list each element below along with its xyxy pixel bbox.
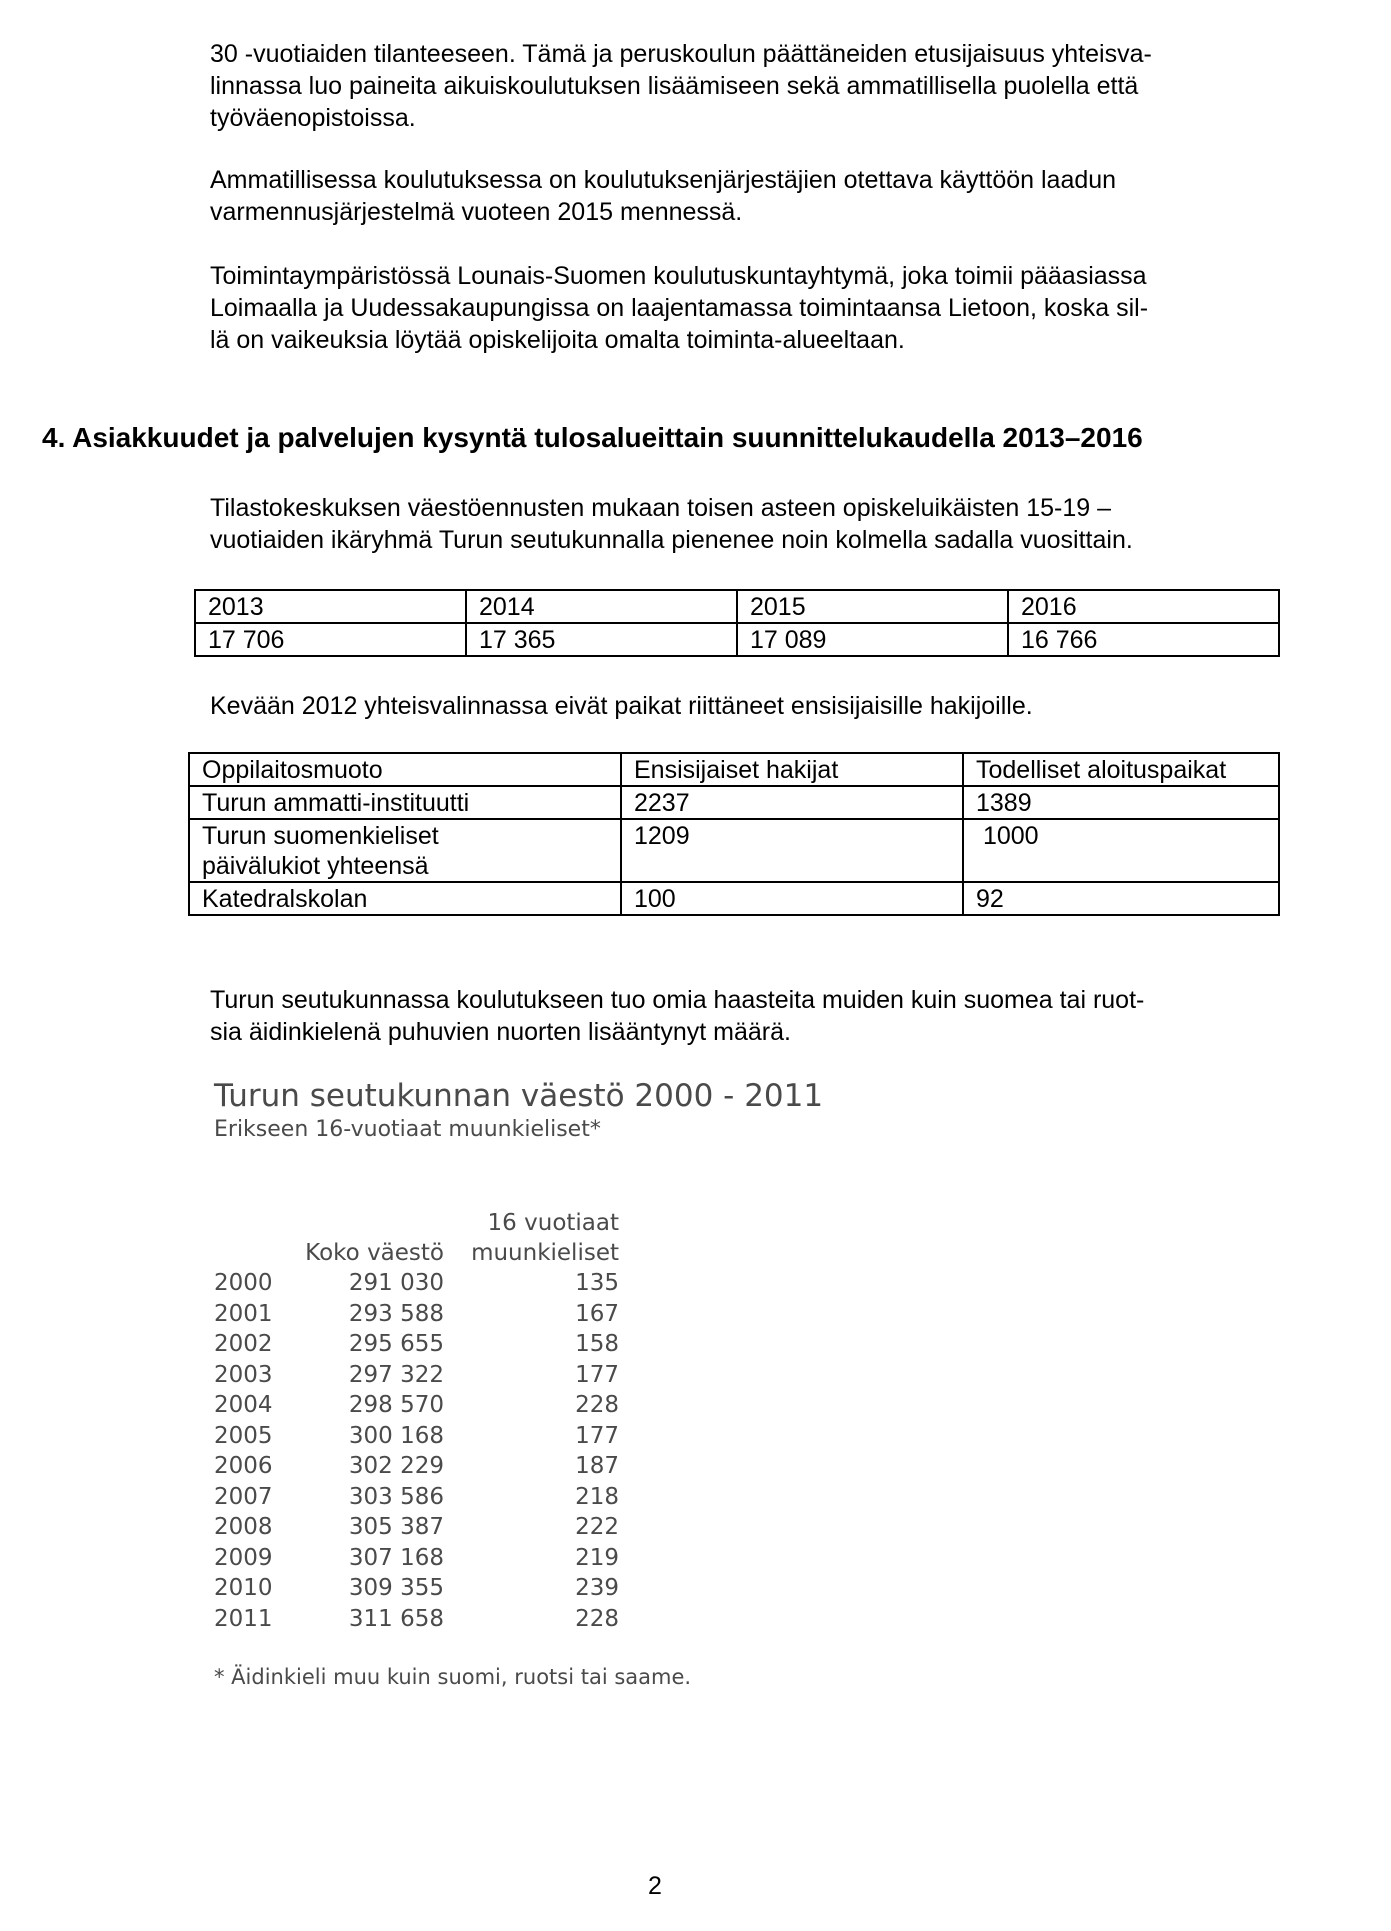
school-cell-line: päivälukiot yhteensä — [202, 852, 429, 880]
table-row — [214, 1329, 619, 1360]
figure-title: Turun seutukunnan väestö 2000 - 2011 — [214, 1078, 824, 1114]
total-population-cell: 298 570 — [348, 1392, 444, 1418]
population-table — [214, 1208, 619, 1634]
figure-footnote: * Äidinkieli muu kuin suomi, ruotsi tai saame. — [214, 1665, 692, 1689]
total-population-cell: 297 322 — [348, 1361, 444, 1388]
intro-paragraph-2 — [210, 164, 1270, 228]
places-cell: 92 — [963, 882, 1279, 915]
foreign-language-cell: 228 — [575, 1605, 619, 1632]
table-row — [214, 1451, 619, 1482]
table-row — [214, 1512, 619, 1543]
foreign-language-cell: 218 — [575, 1483, 619, 1510]
total-population-cell: 303 586 — [348, 1483, 444, 1510]
total-population-cell: 311 658 — [348, 1605, 444, 1632]
text-line: varmennusjärjestelmä vuoteen 2015 mennessä. — [210, 198, 743, 226]
foreign-language-header — [444, 1208, 619, 1268]
year-cell: 2001 — [214, 1300, 273, 1327]
text-line: Turun seutukunnassa koulutukseen tuo omia haasteita muiden kuin suomea tai ruot- — [210, 986, 1145, 1014]
table-row — [214, 1390, 619, 1421]
text-line: Kevään 2012 yhteisvalinnassa eivät paikat riittäneet ensisijaisille hakijoille. — [210, 692, 1033, 720]
school-cell — [189, 819, 621, 882]
table-row — [195, 623, 1279, 656]
text-line: linnassa luo paineita aikuiskoulutuksen lisäämiseen sekä ammatillisella puolella että — [210, 72, 1139, 100]
table-row — [214, 1421, 619, 1452]
school-cell-line: Turun suomenkieliset — [202, 822, 439, 850]
total-population-cell: 309 355 — [348, 1575, 444, 1601]
year-cell: 2014 — [466, 590, 737, 623]
applicants-cell: 100 — [621, 882, 963, 915]
figure-subtitle: Erikseen 16-vuotiaat muunkieliset* — [214, 1117, 601, 1142]
year-cell: 2009 — [214, 1544, 273, 1571]
foreign-language-cell: 219 — [575, 1544, 619, 1571]
text-line: Toimintaympäristössä Lounais-Suomen koulutuskuntayhtymä, joka toimii pääasiassa — [210, 262, 1147, 290]
text-line: Loimaalla ja Uudessakaupungissa on laajentamassa toimintaansa Lietoon, koska sil- — [210, 294, 1149, 322]
year-cell: 2003 — [214, 1361, 273, 1388]
text-line: sia äidinkielenä puhuvien nuorten lisääntynyt määrä. — [210, 1018, 791, 1046]
year-cell: 2006 — [214, 1453, 273, 1479]
text-line: 30 -vuotiaiden tilanteeseen. Tämä ja peruskoulun päättäneiden etusijaisuus yhteisva- — [210, 40, 1152, 68]
foreign-language-cell: 222 — [575, 1514, 619, 1540]
language-paragraph — [210, 984, 1270, 1048]
text-line: Tilastokeskuksen väestöennusten mukaan toisen asteen opiskeluikäisten 15-19 – — [210, 494, 1112, 522]
places-cell: 1000 — [963, 819, 1279, 882]
school-cell: Turun ammatti-instituutti — [189, 786, 621, 819]
total-population-cell: 291 030 — [348, 1270, 444, 1296]
foreign-language-cell: 177 — [575, 1361, 619, 1388]
value-cell: 17 365 — [466, 623, 737, 656]
table-row — [214, 1360, 619, 1391]
year-cell: 2004 — [214, 1392, 273, 1418]
table-header-row — [214, 1208, 619, 1268]
table-row — [214, 1268, 619, 1299]
section-heading: 4. Asiakkuudet ja palvelujen kysyntä tulosalueittain suunnittelukaudella 2013–2016 — [42, 422, 1143, 453]
applicants-cell: 1209 — [621, 819, 963, 882]
school-cell: Katedralskolan — [189, 882, 621, 915]
foreign-language-cell: 187 — [575, 1453, 619, 1479]
year-cell: 2008 — [214, 1514, 273, 1540]
value-cell: 17 089 — [737, 623, 1008, 656]
table-row — [189, 819, 1279, 882]
value-cell: 17 706 — [195, 623, 466, 656]
year-header — [214, 1208, 284, 1268]
year-cell: 2007 — [214, 1483, 273, 1510]
table-row — [214, 1543, 619, 1574]
page-number: 2 — [648, 1872, 662, 1900]
column-header: Oppilaitosmuoto — [189, 753, 621, 786]
year-cell: 2002 — [214, 1331, 273, 1357]
year-cell: 2016 — [1008, 590, 1279, 623]
header-line: 16 vuotiaat — [487, 1210, 619, 1236]
table-row — [189, 882, 1279, 915]
text-line: lä on vaikeuksia löytää opiskelijoita omalta toiminta-alueeltaan. — [210, 326, 905, 354]
year-cell: 2000 — [214, 1270, 273, 1296]
value-cell: 16 766 — [1008, 623, 1279, 656]
table-row — [214, 1573, 619, 1604]
year-cell: 2005 — [214, 1422, 273, 1449]
table-header-row — [189, 753, 1279, 786]
intro-paragraph-3 — [210, 260, 1270, 356]
total-population-cell: 300 168 — [348, 1422, 444, 1449]
admission-table — [188, 752, 1280, 916]
table-row — [214, 1482, 619, 1513]
header-line: muunkieliset — [471, 1240, 619, 1266]
table-row — [189, 786, 1279, 819]
text-line: työväenopistoissa. — [210, 104, 416, 132]
forecast-paragraph — [210, 492, 1270, 556]
text-line: Ammatillisessa koulutuksessa on koulutuksenjärjestäjien otettava käyttöön laadun — [210, 166, 1117, 194]
column-header: Ensisijaiset hakijat — [621, 753, 963, 786]
foreign-language-cell: 167 — [575, 1300, 619, 1327]
year-cell: 2010 — [214, 1575, 273, 1601]
forecast-table — [194, 589, 1280, 657]
applicants-cell: 2237 — [621, 786, 963, 819]
total-population-cell: 302 229 — [348, 1453, 444, 1479]
places-cell: 1389 — [963, 786, 1279, 819]
foreign-language-cell: 228 — [575, 1392, 619, 1418]
total-population-cell: 295 655 — [348, 1331, 444, 1357]
foreign-language-cell: 158 — [575, 1331, 619, 1357]
year-cell: 2015 — [737, 590, 1008, 623]
foreign-language-cell: 135 — [575, 1270, 619, 1296]
table-row — [214, 1299, 619, 1330]
year-cell: 2013 — [195, 590, 466, 623]
total-population-cell: 293 588 — [348, 1300, 444, 1327]
foreign-language-cell: 239 — [575, 1575, 619, 1601]
admission-paragraph — [210, 690, 1270, 722]
foreign-language-cell: 177 — [575, 1422, 619, 1449]
population-statistics-figure — [214, 1078, 824, 1708]
year-cell: 2011 — [214, 1605, 273, 1632]
table-row — [195, 590, 1279, 623]
text-line: vuotiaiden ikäryhmä Turun seutukunnalla pienenee noin kolmella sadalla vuosittain. — [210, 526, 1133, 554]
total-population-cell: 305 387 — [348, 1514, 444, 1540]
intro-paragraph-1 — [210, 38, 1270, 134]
column-header: Todelliset aloituspaikat — [963, 753, 1279, 786]
table-row — [214, 1604, 619, 1635]
total-population-header: Koko väestö — [305, 1240, 444, 1266]
total-population-cell: 307 168 — [348, 1544, 444, 1571]
